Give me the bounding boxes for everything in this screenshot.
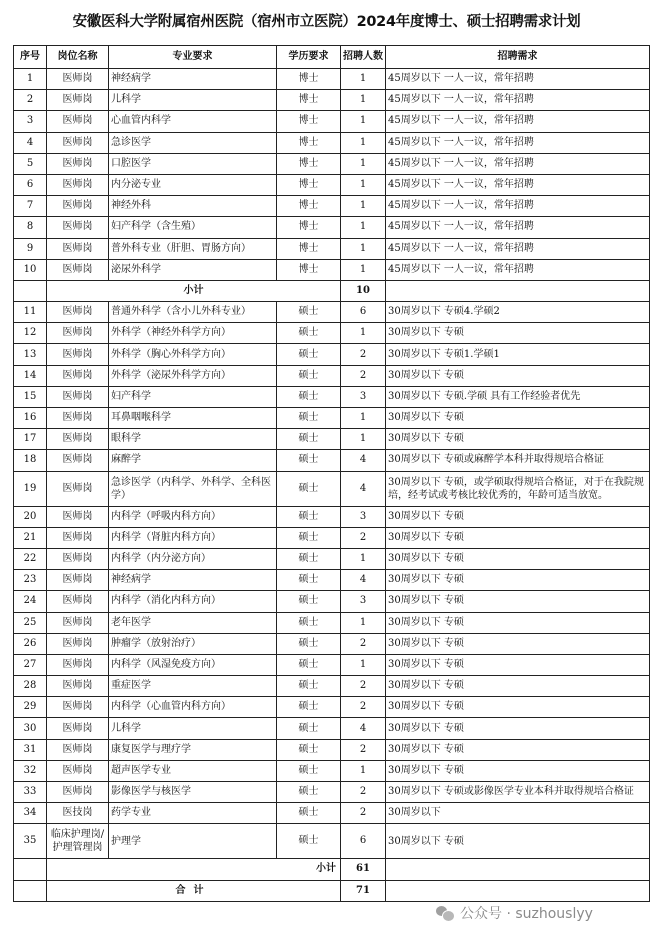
watermark [436, 903, 593, 923]
header-major: 专业要求 [109, 46, 277, 69]
degree-requirement: 硕士 [277, 760, 341, 781]
master-subtotal-row [14, 859, 650, 880]
table-row [14, 570, 650, 591]
degree-requirement: 硕士 [277, 570, 341, 591]
post-name: 医师岗 [47, 527, 109, 548]
hiring-count: 1 [341, 548, 386, 569]
table-row [14, 506, 650, 527]
subtotal-count: 10 [341, 280, 386, 301]
row-number: 23 [14, 570, 47, 591]
row-number: 4 [14, 132, 47, 153]
post-name: 医师岗 [47, 739, 109, 760]
table-header-row [14, 46, 650, 69]
hiring-count: 1 [341, 111, 386, 132]
hiring-count: 2 [341, 739, 386, 760]
hiring-count: 2 [341, 527, 386, 548]
table-row [14, 803, 650, 824]
degree-requirement: 硕士 [277, 429, 341, 450]
post-name: 医师岗 [47, 386, 109, 407]
post-name: 医师岗 [47, 429, 109, 450]
header-post: 岗位名称 [47, 46, 109, 69]
table-row [14, 824, 650, 859]
row-number: 12 [14, 323, 47, 344]
row-number: 14 [14, 365, 47, 386]
total-label: 合计 [47, 880, 341, 901]
degree-requirement: 硕士 [277, 386, 341, 407]
post-name: 医师岗 [47, 217, 109, 238]
hiring-requirement: 30周岁以下 专硕 [386, 527, 650, 548]
row-number: 18 [14, 450, 47, 471]
hiring-count: 1 [341, 654, 386, 675]
degree-requirement: 硕士 [277, 344, 341, 365]
watermark-text: 公众号 · suzhouslyy [460, 906, 593, 922]
major-requirement: 内科学（呼吸内科方向） [109, 506, 277, 527]
table-row [14, 782, 650, 803]
hiring-requirement: 30周岁以下 专硕，或学硕取得规培合格证，对于在我院规培，经考试或考核比较优秀的，年龄可适当放宽。 [386, 471, 650, 506]
post-name: 医师岗 [47, 259, 109, 280]
row-number: 31 [14, 739, 47, 760]
table-row [14, 527, 650, 548]
total-count: 71 [341, 880, 386, 901]
major-requirement: 影像医学与核医学 [109, 782, 277, 803]
hiring-count: 2 [341, 697, 386, 718]
degree-requirement: 博士 [277, 153, 341, 174]
degree-requirement: 硕士 [277, 323, 341, 344]
row-number: 21 [14, 527, 47, 548]
degree-requirement: 硕士 [277, 654, 341, 675]
table-row [14, 259, 650, 280]
hiring-requirement: 30周岁以下 专硕 [386, 718, 650, 739]
major-requirement: 口腔医学 [109, 153, 277, 174]
hiring-requirement: 45周岁以下 一人一议，常年招聘 [386, 111, 650, 132]
hiring-requirement: 45周岁以下 一人一议，常年招聘 [386, 132, 650, 153]
wechat-icon [436, 905, 454, 921]
major-requirement: 儿科学 [109, 718, 277, 739]
table-row [14, 69, 650, 90]
hiring-requirement: 30周岁以下 专硕 [386, 697, 650, 718]
table-row [14, 612, 650, 633]
table-row [14, 174, 650, 195]
hiring-requirement: 45周岁以下 一人一议，常年招聘 [386, 238, 650, 259]
post-name: 医师岗 [47, 344, 109, 365]
hiring-requirement: 30周岁以下 专硕4.学硕2 [386, 302, 650, 323]
hiring-count: 1 [341, 238, 386, 259]
hiring-requirement: 30周岁以下 专硕.学硕 具有工作经验者优先 [386, 386, 650, 407]
degree-requirement: 博士 [277, 111, 341, 132]
hiring-count: 4 [341, 450, 386, 471]
table-cell [386, 280, 650, 301]
post-name: 医技岗 [47, 803, 109, 824]
hiring-requirement: 45周岁以下 一人一议，常年招聘 [386, 90, 650, 111]
header-count: 招聘人数 [341, 46, 386, 69]
hiring-requirement: 30周岁以下 专硕 [386, 408, 650, 429]
major-requirement: 妇产科学 [109, 386, 277, 407]
major-requirement: 外科学（胸心外科学方向） [109, 344, 277, 365]
hiring-requirement: 45周岁以下 一人一议，常年招聘 [386, 174, 650, 195]
degree-requirement: 硕士 [277, 824, 341, 859]
post-name: 医师岗 [47, 782, 109, 803]
master-section [14, 302, 650, 859]
major-requirement: 内科学（风湿免疫方向） [109, 654, 277, 675]
major-requirement: 超声医学专业 [109, 760, 277, 781]
major-requirement: 妇产科学（含生殖） [109, 217, 277, 238]
doctor-subtotal-row [14, 280, 650, 301]
degree-requirement: 硕士 [277, 676, 341, 697]
hiring-requirement: 30周岁以下 专硕 [386, 824, 650, 859]
hiring-count: 6 [341, 302, 386, 323]
post-name: 医师岗 [47, 760, 109, 781]
hiring-requirement: 45周岁以下 一人一议，常年招聘 [386, 259, 650, 280]
row-number: 19 [14, 471, 47, 506]
hiring-count: 1 [341, 69, 386, 90]
row-number: 27 [14, 654, 47, 675]
degree-requirement: 硕士 [277, 591, 341, 612]
major-requirement: 外科学（神经外科学方向） [109, 323, 277, 344]
hiring-count: 2 [341, 344, 386, 365]
hiring-requirement: 30周岁以下 专硕 [386, 365, 650, 386]
row-number: 34 [14, 803, 47, 824]
hiring-count: 2 [341, 365, 386, 386]
table-row [14, 323, 650, 344]
hiring-requirement: 30周岁以下 专硕 [386, 612, 650, 633]
hiring-requirement: 30周岁以下 专硕 [386, 548, 650, 569]
table-row [14, 718, 650, 739]
major-requirement: 神经外科 [109, 196, 277, 217]
row-number: 8 [14, 217, 47, 238]
header-requirement: 招聘需求 [386, 46, 650, 69]
table-row [14, 429, 650, 450]
doctor-subtotal-section [14, 280, 650, 301]
hiring-count: 1 [341, 429, 386, 450]
table-row [14, 739, 650, 760]
degree-requirement: 博士 [277, 90, 341, 111]
post-name: 医师岗 [47, 450, 109, 471]
row-number: 7 [14, 196, 47, 217]
major-requirement: 康复医学与理疗学 [109, 739, 277, 760]
hiring-count: 1 [341, 174, 386, 195]
table-row [14, 633, 650, 654]
post-name: 医师岗 [47, 570, 109, 591]
major-requirement: 麻醉学 [109, 450, 277, 471]
hiring-count: 3 [341, 591, 386, 612]
table-row [14, 153, 650, 174]
hiring-count: 1 [341, 323, 386, 344]
post-name: 医师岗 [47, 408, 109, 429]
row-number: 20 [14, 506, 47, 527]
major-requirement: 急诊医学（内科学、外科学、全科医学） [109, 471, 277, 506]
table-row [14, 654, 650, 675]
major-requirement: 心血管内科学 [109, 111, 277, 132]
header-no: 序号 [14, 46, 47, 69]
hiring-count: 1 [341, 196, 386, 217]
degree-requirement: 博士 [277, 217, 341, 238]
table-row [14, 450, 650, 471]
hiring-count: 2 [341, 676, 386, 697]
table-cell [14, 880, 47, 901]
degree-requirement: 硕士 [277, 302, 341, 323]
hiring-count: 4 [341, 718, 386, 739]
hiring-count: 1 [341, 760, 386, 781]
header-degree: 学历要求 [277, 46, 341, 69]
hiring-count: 2 [341, 803, 386, 824]
row-number: 22 [14, 548, 47, 569]
major-requirement: 内科学（内分泌方向） [109, 548, 277, 569]
table-row [14, 302, 650, 323]
degree-requirement: 硕士 [277, 697, 341, 718]
major-requirement: 普外科专业（肝胆、胃肠方向） [109, 238, 277, 259]
hiring-requirement: 45周岁以下 一人一议，常年招聘 [386, 69, 650, 90]
table-row [14, 548, 650, 569]
table-row [14, 238, 650, 259]
hiring-count: 3 [341, 506, 386, 527]
row-number: 11 [14, 302, 47, 323]
row-number: 9 [14, 238, 47, 259]
major-requirement: 重症医学 [109, 676, 277, 697]
post-name: 医师岗 [47, 612, 109, 633]
major-requirement: 神经病学 [109, 570, 277, 591]
major-requirement: 眼科学 [109, 429, 277, 450]
hiring-count: 3 [341, 386, 386, 407]
hiring-count: 1 [341, 259, 386, 280]
hiring-count: 1 [341, 217, 386, 238]
hiring-count: 4 [341, 570, 386, 591]
hiring-requirement: 30周岁以下 专硕 [386, 506, 650, 527]
post-name: 医师岗 [47, 548, 109, 569]
post-name: 医师岗 [47, 654, 109, 675]
hiring-requirement: 30周岁以下 专硕 [386, 570, 650, 591]
post-name: 医师岗 [47, 90, 109, 111]
post-name: 医师岗 [47, 111, 109, 132]
degree-requirement: 博士 [277, 132, 341, 153]
post-name: 医师岗 [47, 132, 109, 153]
degree-requirement: 硕士 [277, 803, 341, 824]
row-number: 25 [14, 612, 47, 633]
post-name: 医师岗 [47, 69, 109, 90]
table-cell [14, 280, 47, 301]
post-name: 医师岗 [47, 196, 109, 217]
post-name: 医师岗 [47, 591, 109, 612]
hiring-requirement: 30周岁以下 专硕或影像医学专业本科并取得规培合格证 [386, 782, 650, 803]
degree-requirement: 硕士 [277, 548, 341, 569]
degree-requirement: 硕士 [277, 612, 341, 633]
hiring-count: 1 [341, 132, 386, 153]
major-requirement: 肿瘤学（放射治疗） [109, 633, 277, 654]
hiring-requirement: 30周岁以下 专硕 [386, 676, 650, 697]
hiring-requirement: 30周岁以下 专硕1.学硕1 [386, 344, 650, 365]
row-number: 3 [14, 111, 47, 132]
post-name: 医师岗 [47, 471, 109, 506]
degree-requirement: 博士 [277, 196, 341, 217]
hiring-requirement: 30周岁以下 [386, 803, 650, 824]
row-number: 30 [14, 718, 47, 739]
hiring-requirement: 30周岁以下 专硕 [386, 591, 650, 612]
post-name: 医师岗 [47, 506, 109, 527]
hiring-requirement: 30周岁以下 专硕 [386, 633, 650, 654]
degree-requirement: 硕士 [277, 408, 341, 429]
subtotal-label: 小计 [47, 859, 341, 880]
hiring-requirement: 30周岁以下 专硕 [386, 739, 650, 760]
degree-requirement: 硕士 [277, 527, 341, 548]
degree-requirement: 硕士 [277, 633, 341, 654]
hiring-requirement: 45周岁以下 一人一议，常年招聘 [386, 217, 650, 238]
row-number: 13 [14, 344, 47, 365]
subtotal-label: 小计 [47, 280, 341, 301]
degree-requirement: 博士 [277, 238, 341, 259]
table-row [14, 132, 650, 153]
degree-requirement: 硕士 [277, 506, 341, 527]
major-requirement: 内科学（肾脏内科方向） [109, 527, 277, 548]
major-requirement: 急诊医学 [109, 132, 277, 153]
post-name: 医师岗 [47, 153, 109, 174]
degree-requirement: 博士 [277, 259, 341, 280]
row-number: 10 [14, 259, 47, 280]
recruitment-table [13, 45, 650, 902]
table-row [14, 196, 650, 217]
hiring-requirement: 30周岁以下 专硕或麻醉学本科并取得规培合格证 [386, 450, 650, 471]
major-requirement: 内科学（心血管内科方向） [109, 697, 277, 718]
table-cell [386, 859, 650, 880]
degree-requirement: 硕士 [277, 450, 341, 471]
hiring-requirement: 45周岁以下 一人一议，常年招聘 [386, 153, 650, 174]
table-row [14, 90, 650, 111]
post-name: 医师岗 [47, 323, 109, 344]
hiring-requirement: 30周岁以下 专硕 [386, 760, 650, 781]
post-name: 医师岗 [47, 718, 109, 739]
summary-section [14, 859, 650, 901]
table-row [14, 386, 650, 407]
post-name: 医师岗 [47, 633, 109, 654]
row-number: 32 [14, 760, 47, 781]
row-number: 28 [14, 676, 47, 697]
table-cell [14, 859, 47, 880]
degree-requirement: 硕士 [277, 718, 341, 739]
major-requirement: 神经病学 [109, 69, 277, 90]
hiring-count: 1 [341, 153, 386, 174]
post-name: 医师岗 [47, 174, 109, 195]
row-number: 26 [14, 633, 47, 654]
table-row [14, 697, 650, 718]
row-number: 5 [14, 153, 47, 174]
hiring-requirement: 45周岁以下 一人一议，常年招聘 [386, 196, 650, 217]
major-requirement: 外科学（泌尿外科学方向） [109, 365, 277, 386]
hiring-requirement: 30周岁以下 专硕 [386, 323, 650, 344]
table-row [14, 676, 650, 697]
table-row [14, 760, 650, 781]
major-requirement: 儿科学 [109, 90, 277, 111]
post-name: 医师岗 [47, 365, 109, 386]
hiring-requirement: 30周岁以下 专硕 [386, 429, 650, 450]
degree-requirement: 硕士 [277, 471, 341, 506]
page-title: 安徽医科大学附属宿州医院（宿州市立医院）2024年度博士、硕士招聘需求计划 [72, 14, 581, 30]
hiring-count: 2 [341, 633, 386, 654]
major-requirement: 药学专业 [109, 803, 277, 824]
degree-requirement: 硕士 [277, 365, 341, 386]
table-cell [386, 880, 650, 901]
table-row [14, 408, 650, 429]
major-requirement: 护理学 [109, 824, 277, 859]
hiring-count: 4 [341, 471, 386, 506]
hiring-count: 1 [341, 612, 386, 633]
degree-requirement: 硕士 [277, 739, 341, 760]
degree-requirement: 硕士 [277, 782, 341, 803]
total-row [14, 880, 650, 901]
hiring-count: 6 [341, 824, 386, 859]
row-number: 17 [14, 429, 47, 450]
table-row [14, 111, 650, 132]
table-row [14, 365, 650, 386]
row-number: 16 [14, 408, 47, 429]
row-number: 33 [14, 782, 47, 803]
doctor-section [14, 69, 650, 281]
major-requirement: 内分泌专业 [109, 174, 277, 195]
row-number: 35 [14, 824, 47, 859]
row-number: 2 [14, 90, 47, 111]
subtotal-count: 61 [341, 859, 386, 880]
major-requirement: 泌尿外科学 [109, 259, 277, 280]
table-row [14, 591, 650, 612]
hiring-count: 1 [341, 408, 386, 429]
table-row [14, 217, 650, 238]
major-requirement: 普通外科学（含小儿外科专业） [109, 302, 277, 323]
hiring-count: 1 [341, 90, 386, 111]
table-row [14, 344, 650, 365]
major-requirement: 耳鼻咽喉科学 [109, 408, 277, 429]
table-row [14, 471, 650, 506]
hiring-count: 2 [341, 782, 386, 803]
row-number: 15 [14, 386, 47, 407]
post-name: 医师岗 [47, 697, 109, 718]
post-name: 医师岗 [47, 302, 109, 323]
row-number: 24 [14, 591, 47, 612]
row-number: 6 [14, 174, 47, 195]
hiring-requirement: 30周岁以下 专硕 [386, 654, 650, 675]
major-requirement: 内科学（消化内科方向） [109, 591, 277, 612]
row-number: 1 [14, 69, 47, 90]
post-name: 医师岗 [47, 676, 109, 697]
major-requirement: 老年医学 [109, 612, 277, 633]
row-number: 29 [14, 697, 47, 718]
post-name: 临床护理岗/护理管理岗 [47, 824, 109, 859]
degree-requirement: 博士 [277, 174, 341, 195]
post-name: 医师岗 [47, 238, 109, 259]
degree-requirement: 博士 [277, 69, 341, 90]
